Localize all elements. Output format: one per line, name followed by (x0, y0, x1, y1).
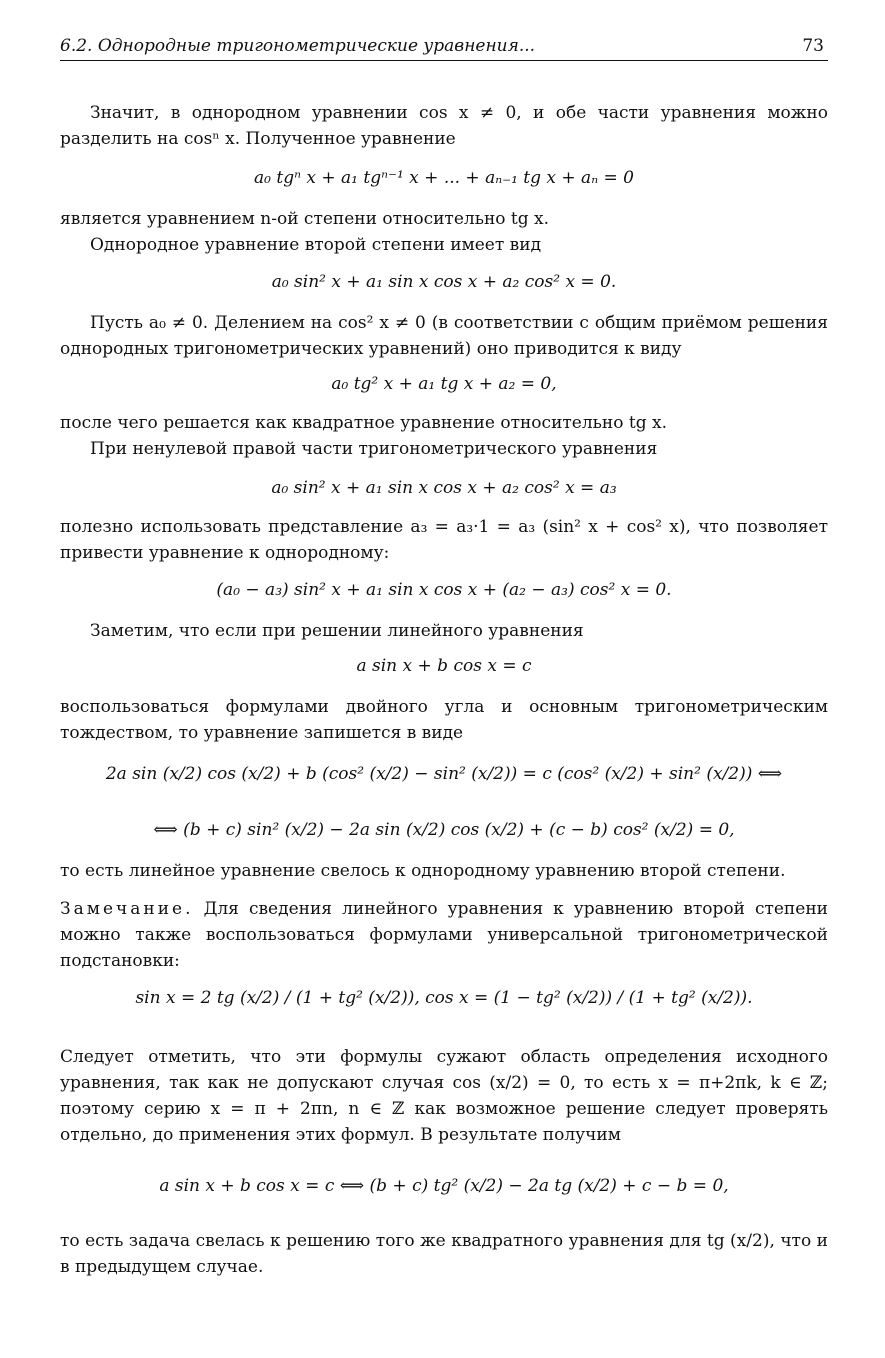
equation-9: sin x = 2 tg (x/2) / (1 + tg² (x/2)), cos x = (1 − tg² (x/2)) / (1 + tg² (x/2)). (135, 988, 753, 1008)
paragraph-8: Заметим, что если при решении линейного уравнения (90, 621, 584, 641)
paragraph-1: Значит, в однородном уравнении cos x ≠ 0, и обе части уравнения можно разделить на cosⁿ x. Полученное уравнение (60, 103, 828, 149)
paragraph-6: При ненулевой правой части тригонометрического уравнения (90, 439, 658, 459)
page-number: 73 (802, 36, 824, 56)
equation-8: ⟺ (b + c) sin² (x/2) − 2a sin (x/2) cos (x/2) + (c − b) cos² (x/2) = 0, (153, 820, 735, 840)
equation-4: a₀ sin² x + a₁ sin x cos x + a₂ cos² x = a₃ (271, 478, 617, 498)
remark-text: Для сведения линейного уравнения к уравнению второй степени можно также воспользоваться формулами универсальной тригонометрической подстановки: (60, 899, 828, 971)
equation-3: a₀ tg² x + a₁ tg x + a₂ = 0, (331, 374, 557, 394)
remark-paragraph (60, 896, 828, 974)
equation-6: a sin x + b cos x = c (356, 656, 532, 676)
paragraph-5: после чего решается как квадратное уравнение относительно tg x. (60, 413, 667, 433)
paragraph-3: Однородное уравнение второй степени имеет вид (90, 235, 542, 255)
section-title: 6.2. Однородные тригонометрические уравнения... (60, 36, 536, 56)
running-header (60, 36, 828, 61)
equation-1: a₀ tgⁿ x + a₁ tgⁿ⁻¹ x + ... + aₙ₋₁ tg x + aₙ = 0 (254, 168, 634, 188)
remark-label: Замечание. (60, 899, 194, 919)
paragraph-12: Следует отметить, что эти формулы сужают область определения исходного уравнения, так как не допускают случая cos (x/2) = 0, то есть x = π+2πk, k ∈ ℤ; поэтому серию x = π + 2πn, n ∈ ℤ как возможное решение следует проверять отдельно, до применения этих формул. В результате получим (60, 1047, 828, 1145)
equation-5: (a₀ − a₃) sin² x + a₁ sin x cos x + (a₂ − a₃) cos² x = 0. (216, 580, 672, 600)
paragraph-10: то есть линейное уравнение свелось к однородному уравнению второй степени. (60, 861, 786, 881)
paragraph-4: Пусть a₀ ≠ 0. Делением на cos² x ≠ 0 (в соответствии с общим приёмом решения однородных тригонометрических уравнений) оно приводится к виду (60, 313, 828, 359)
paragraph-2: является уравнением n-ой степени относительно tg x. (60, 209, 550, 229)
equation-7: 2a sin (x/2) cos (x/2) + b (cos² (x/2) − sin² (x/2)) = c (cos² (x/2) + sin² (x/2)) ⟺ (105, 764, 783, 784)
equation-2: a₀ sin² x + a₁ sin x cos x + a₂ cos² x = 0. (271, 272, 617, 292)
paragraph-9: воспользоваться формулами двойного угла и основным тригонометрическим тождеством, то уравнение запишется в виде (60, 697, 828, 743)
paragraph-13: то есть задача свелась к решению того же квадратного уравнения для tg (x/2), что и в предыдущем случае. (60, 1231, 828, 1277)
equation-10: a sin x + b cos x = c ⟺ (b + c) tg² (x/2) − 2a tg (x/2) + c − b = 0, (159, 1176, 729, 1196)
paragraph-7: полезно использовать представление a₃ = a₃·1 = a₃ (sin² x + cos² x), что позволяет привести уравнение к однородному: (60, 517, 828, 563)
